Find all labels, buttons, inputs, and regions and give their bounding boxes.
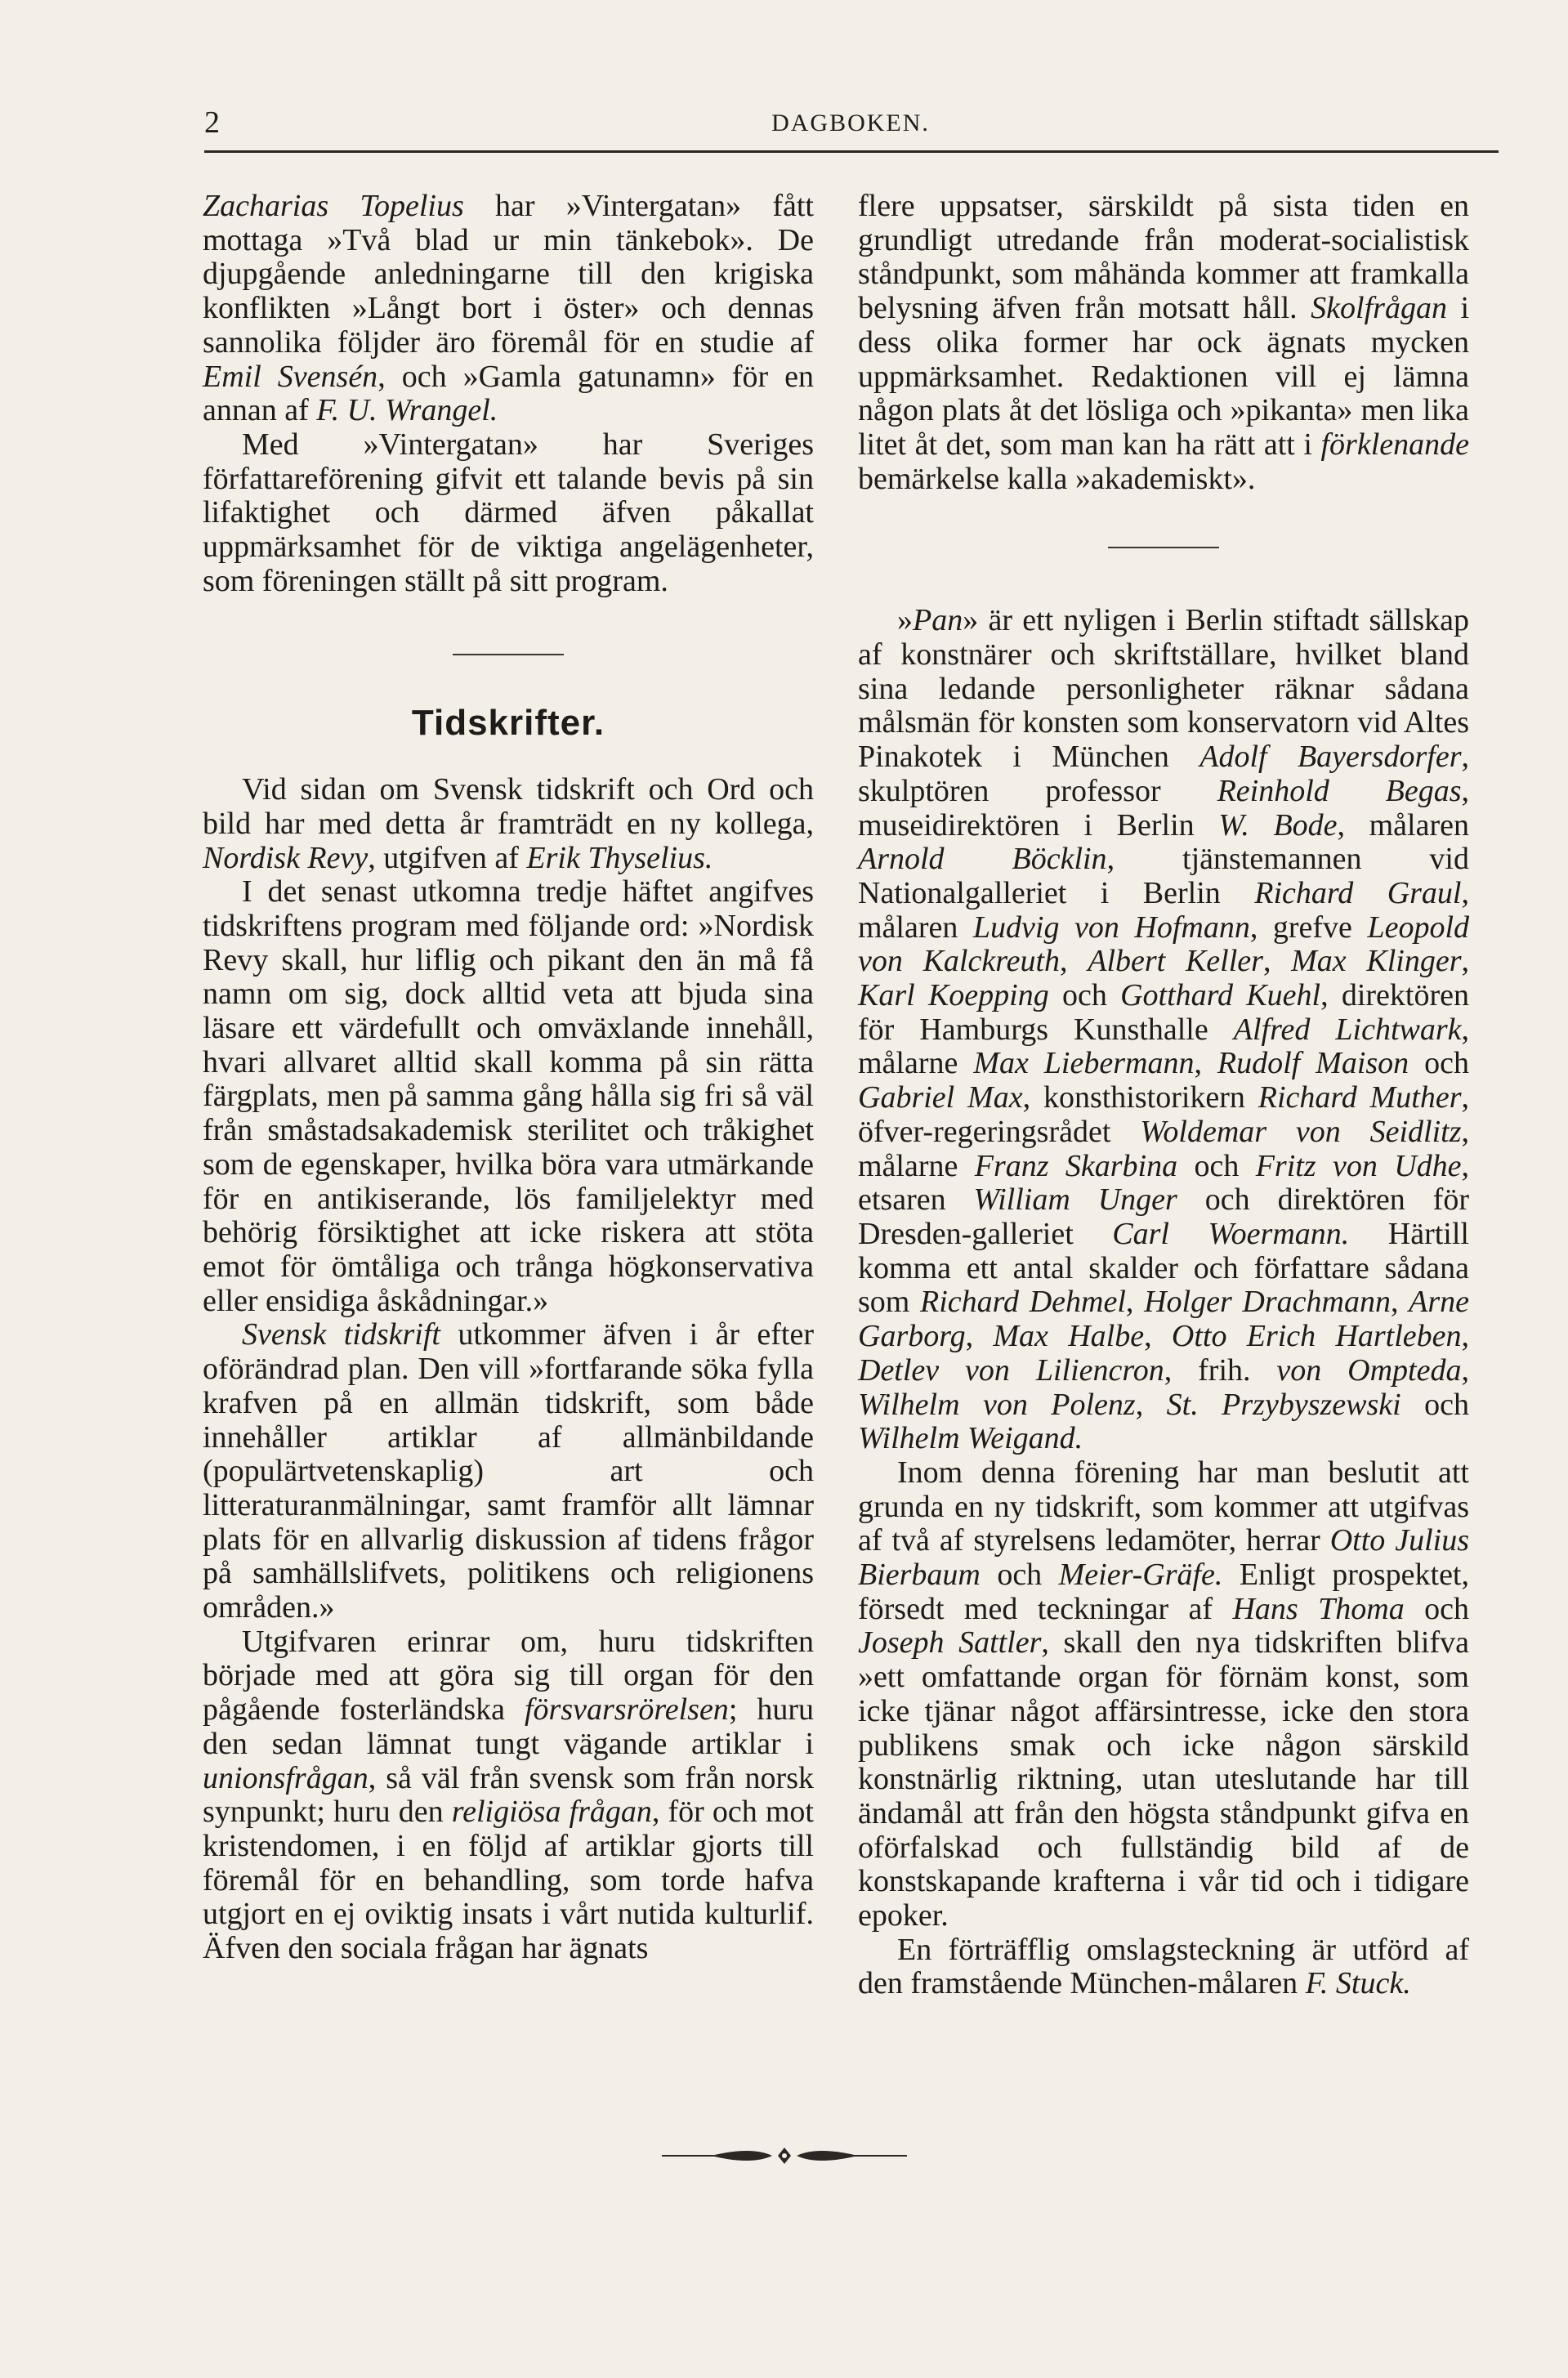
italic-run: Karl Koepping	[858, 978, 1049, 1013]
italic-run: Max Klinger	[1291, 944, 1462, 979]
page-number: 2	[204, 105, 220, 140]
italic-run: F. Stuck.	[1305, 1966, 1411, 2001]
italic-run: Skolfrågan	[1311, 291, 1447, 326]
italic-run: Woldemar von Seidlitz	[1140, 1114, 1462, 1149]
italic-run: W. Bode	[1218, 807, 1338, 843]
italic-run: Albert Keller	[1088, 944, 1263, 979]
italic-run: Ludvig von Hofmann	[972, 910, 1250, 945]
paragraph: En förträfflig omslagsteckning är utförd af den framstående München-målaren F. Stuck.	[858, 1932, 1469, 2001]
italic-run: William Unger	[973, 1182, 1177, 1218]
paragraph: flere uppsatser, särskildt på sista tiden en grundligt utredande från moderat-socialistisk ståndpunkt, som måhända kommer att framkalla belysning äfven från motsatt håll. Skolfrågan i dess olika former har ock ägnats mycken uppmärksamhet. Redaktionen vill ej lämna någon plats åt det lösliga och »pikanta» men lika litet åt det, som man kan ha rätt att i förklenande bemärkelse kalla »akademiskt».	[858, 189, 1470, 496]
section-heading: Tidskrifter.	[411, 703, 605, 744]
right-column	[858, 190, 1469, 2001]
italic-run: Otto Erich Hartleben	[1171, 1319, 1462, 1354]
paragraph: Svensk tidskrift utkommer äfven i år efter oförändrad plan. Den vill »fortfarande söka fylla krafven på en allmän tidskrift, som både innehåller artiklar af allmänbildande (populärtvetenskaplig) art och litteraturanmälningar, samt framför allt lämnar plats för en allvarlig diskussion af tidens frågor på samhällslifvets, politikens och religionens områden.»	[203, 1317, 814, 1625]
italic-run: Holger Drachmann	[1144, 1285, 1391, 1320]
italic-run: Joseph Sattler	[858, 1625, 1042, 1661]
italic-run: Richard Graul	[1254, 875, 1462, 910]
italic-run: Zacharias Topelius	[203, 189, 464, 223]
paragraph: Med »Vintergatan» har Sveriges författareförening gifvit ett talande bevis på sin lifaktighet och därmed äfven påkallat uppmärksamhet för de viktiga angelägenheter, som föreningen ställt på sitt program.	[203, 427, 814, 598]
paragraph: Utgifvaren erinrar om, huru tidskriften började med att göra sig till organ för den pågående fosterländska försvarsrörelsen; huru den sedan lämnat tungt vägande artiklar i unionsfrågan, så väl från svensk som från norsk synpunkt; huru den religiösa frågan, för och mot kristendomen, i en följd af artiklar gjorts till föremål för en behandling, som torde hafva utgjort en ej oviktig insats i vårt nutida kulturlif. Äfven den sociala frågan har ägnats	[203, 1624, 814, 1966]
paragraph: »Pan» är ett nyligen i Berlin stiftadt sällskap af konstnärer och skriftställare, hvilket bland sina ledande personligheter räknar sådana målsmän för konsten som konservatorn vid Altes Pinakotek i München Adolf Bayersdorfer, skulptören professor Reinhold Begas, museidirektören i Berlin W. Bode, målaren Arnold Böcklin, tjänstemannen vid Nationalgalleriet i Berlin Richard Graul, målaren Ludvig von Hofmann, grefve Leopold von Kalckreuth, Albert Keller, Max Klinger, Karl Koepping och Gotthard Kuehl, direktören för Hamburgs Kunsthalle Alfred Lichtwark, målarne Max Liebermann, Rudolf Maison och Gabriel Max, konsthistorikern Richard Muther, öfver-regeringsrådet Woldemar von Seidlitz, målarne Franz Skarbina och Fritz von Udhe, etsaren William Unger och direktören för Dresden-galleriet Carl Woermann. Härtill komma ett antal skalder och författare sådana som Richard Dehmel, Holger Drachmann, Arne Garborg, Max Halbe, Otto Erich Hartleben, Detlev von Liliencron, frih. von Ompteda, Wilhelm von Polenz, St. Przybyszewski och Wilhelm Weigand.	[858, 603, 1470, 1456]
italic-run: Carl Woermann.	[1112, 1216, 1350, 1251]
italic-run: Emil Svensén	[203, 359, 378, 394]
italic-run: Adolf Bayersdorfer	[1199, 740, 1462, 775]
italic-run: Svensk tidskrift	[242, 1317, 440, 1352]
italic-run: von Ompteda	[1276, 1352, 1462, 1388]
italic-run: Fritz von Udhe	[1255, 1148, 1462, 1183]
page-header	[204, 105, 1497, 145]
italic-run: Arne Garborg	[858, 1285, 1469, 1354]
section-divider	[1108, 547, 1219, 548]
italic-run: Leopold von Kalckreuth	[858, 910, 1470, 979]
section-divider	[453, 654, 564, 655]
paragraph: I det senast utkomna tredje häftet angifves tidskriftens program med följande ord: »Nordisk Revy skall, hur liflig och pikant den än må få namn om sig, dock alltid veta att bjuda sina läsare ett värdefullt och omväxlande innehåll, hvari allvaret alltid skall komma på sin rätta färgplats, men på samma gång hålla sig fri så väl från småstadsakademisk sterilitet och tråkighet som de egenskaper, hvilka böra vara utmärkande för en antikiserande, lös familjelektyr med behörig försiktighet att icke riskera att stöta emot för ömtåliga och trånga högkonservativa eller ensidiga åskådningar.»	[203, 874, 814, 1318]
italic-run: Alfred Lichtwark	[1233, 1012, 1462, 1047]
paragraph: Vid sidan om Svensk tidskrift och Ord och bild har med detta år framträdt en ny kollega, Nordisk Revy, utgifven af Erik Thyselius.	[203, 772, 814, 875]
italic-run: försvarsrörelsen	[524, 1692, 729, 1728]
italic-run: Gotthard Kuehl	[1120, 978, 1321, 1013]
italic-run: Reinhold Begas	[1217, 773, 1462, 808]
paragraph: Zacharias Topelius har »Vintergatan» fått mottaga »Två blad ur min tänkebok». De djupgående anledningarne till den krigiska konflikten »Långt bort i öster» och dennas sannolika följder äro föremål för en studie af Emil Svensén, och »Gamla gatunamn» för en annan af F. U. Wrangel.	[203, 189, 814, 428]
italic-run: förklenande	[1320, 427, 1469, 462]
italic-run: unionsfrågan	[203, 1760, 369, 1795]
italic-run: Meier-Gräfe.	[1058, 1558, 1223, 1593]
italic-run: Hans Thoma	[1232, 1591, 1405, 1626]
running-title: DAGBOKEN.	[771, 110, 930, 136]
italic-run: Otto Julius Bierbaum	[858, 1523, 1469, 1593]
italic-run: Pan	[913, 603, 963, 638]
left-column	[203, 190, 814, 1966]
italic-run: Max Liebermann	[973, 1046, 1195, 1081]
italic-run: Arnold Böcklin	[858, 842, 1107, 877]
italic-run: Richard Dehmel	[920, 1285, 1126, 1320]
italic-run: Wilhelm von Polenz	[858, 1387, 1136, 1422]
italic-run: Franz Skarbina	[974, 1148, 1178, 1183]
italic-run: Max Halbe	[993, 1319, 1145, 1354]
italic-run: St. Przybyszewski	[1166, 1387, 1401, 1422]
italic-run: Erik Thyselius.	[526, 840, 713, 875]
italic-run: Nordisk Revy	[203, 840, 369, 875]
italic-run: Gabriel Max	[858, 1080, 1023, 1115]
header-rule	[204, 150, 1499, 153]
italic-run: Rudolf Maison	[1217, 1046, 1409, 1081]
paragraph: Inom denna förening har man beslutit att grunda en ny tidskrift, som kommer att utgifvas af två af styrelsens ledamöter, herrar Otto Julius Bierbaum och Meier-Gräfe. Enligt prospektet, försedt med teckningar af Hans Thoma och Joseph Sattler, skall den nya tidskriften blifva »ett omfattande organ för förnäm konst, som icke tjänar något affärsintresse, icke den stora publikens smak och icke någon särskild konstnärlig riktning, utan uteslutande har till ändamål att från den högsta ståndpunkt gifva en oförfalskad och fullständig bild af de konstskapande krafterna i vår tid och i tidigare epoker.	[858, 1455, 1469, 1933]
italic-run: religiösa frågan	[451, 1795, 652, 1830]
italic-run: Richard Muther	[1258, 1080, 1462, 1115]
italic-run: F. U. Wrangel.	[316, 393, 498, 428]
italic-run: Wilhelm Weigand.	[858, 1421, 1083, 1456]
italic-run: Detlev von Liliencron	[858, 1352, 1164, 1388]
end-ornament	[662, 2139, 907, 2172]
